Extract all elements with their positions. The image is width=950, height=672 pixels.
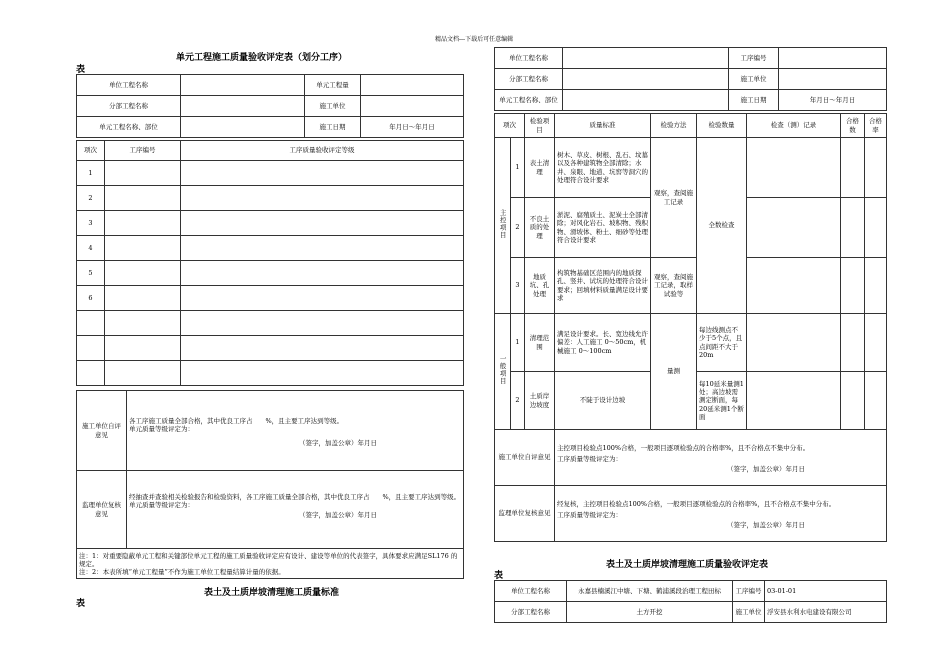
quality-standard: 树木、草皮、树根、乱石、坟墓以及各种建筑物全部清除；水井、泉眼、地道、坑窖等洞穴的处理符合设计要求 xyxy=(555,138,651,198)
cell xyxy=(181,361,464,386)
row-number: 1 xyxy=(511,314,525,372)
supervisor-label: 监理单位复核意见 xyxy=(495,486,555,542)
quality-standard: 不陡于设计边坡 xyxy=(555,372,651,430)
cell xyxy=(181,186,464,211)
left-process-table xyxy=(76,140,464,386)
item-name: 清理范围 xyxy=(525,314,555,372)
label: 单元工程量 xyxy=(305,75,361,96)
rate-cell xyxy=(865,198,887,258)
pass-cell xyxy=(841,198,865,258)
rate-cell xyxy=(865,138,887,198)
rate-cell xyxy=(865,258,887,314)
cell xyxy=(181,211,464,236)
row-number: 6 xyxy=(77,286,105,311)
row-number: 3 xyxy=(511,258,525,314)
value-cell xyxy=(563,48,729,69)
col-header: 合格率 xyxy=(865,114,887,138)
right-bottom-table xyxy=(494,580,887,623)
self-eval-text2: 工序质量等级评定为： xyxy=(557,455,622,464)
item-name: 不良土质的处理 xyxy=(525,198,555,258)
pass-cell xyxy=(841,314,865,372)
check-method: 观察，查阅施工记录 xyxy=(651,138,697,258)
cell xyxy=(181,161,464,186)
row-number xyxy=(77,336,105,361)
label: 施工日期 xyxy=(729,90,779,111)
label: 单位工程名称 xyxy=(77,75,181,96)
label: 单元工程名称、部位 xyxy=(495,90,563,111)
supervisor-cell xyxy=(127,471,464,549)
row-number: 3 xyxy=(77,211,105,236)
right-header-table xyxy=(494,47,887,111)
label: 施工单位 xyxy=(729,69,779,90)
self-eval-cell xyxy=(555,430,887,486)
right-bottom-title: 表土及土质岸坡清理施工质量验收评定表 xyxy=(606,560,769,570)
label: 单元工程名称、部位 xyxy=(77,117,181,138)
cell xyxy=(105,261,181,286)
col-header: 项次 xyxy=(77,141,105,161)
record-cell xyxy=(747,138,841,198)
value-cell: 03-01-01 xyxy=(765,581,887,602)
cell xyxy=(105,311,181,336)
label: 分部工程名称 xyxy=(495,602,567,623)
col-header: 工序编号 xyxy=(105,141,181,161)
value-cell xyxy=(181,117,305,138)
cell xyxy=(181,261,464,286)
cell xyxy=(105,286,181,311)
row-number xyxy=(77,311,105,336)
cell xyxy=(105,336,181,361)
value-cell xyxy=(361,96,464,117)
general-items-label-cell xyxy=(495,314,511,430)
value-cell xyxy=(181,96,305,117)
row-number: 2 xyxy=(511,372,525,430)
value-cell xyxy=(779,69,887,90)
header-note: 精品文档---下载后可任意编辑 xyxy=(435,36,514,43)
cell xyxy=(181,336,464,361)
self-eval-text2: 单元质量等级评定为： xyxy=(129,425,194,434)
quality-standard: 淤泥、腐殖质土、泥炭土全部清除；对风化岩石、坡积物、残积物、滑坡体、粉土、细砂等处理符合设计要求 xyxy=(555,198,651,258)
item-name: 表土清理 xyxy=(525,138,555,198)
record-cell xyxy=(747,314,841,372)
col-header: 项次 xyxy=(495,114,525,138)
quality-standard: 满足设计要求。长、宽边线允许偏差：人工施工 0～50cm，机械施工 0～100cm xyxy=(555,314,651,372)
cell xyxy=(105,236,181,261)
row-number xyxy=(77,361,105,386)
cell xyxy=(181,286,464,311)
check-quantity: 每边线测点不少于5个点，且点间距不大于20m xyxy=(697,314,747,372)
value-cell: 年月日～年月日 xyxy=(361,117,464,138)
right-inspection-table xyxy=(494,113,887,542)
col-header: 合格数 xyxy=(841,114,865,138)
label: 分部工程名称 xyxy=(495,69,563,90)
self-eval-cell xyxy=(127,391,464,471)
row-number: 4 xyxy=(77,236,105,261)
col-header: 检查（测）记录 xyxy=(747,114,841,138)
note-2: 注：2：本表所填“单元工程量”不作为施工单位工程量结算计量的依据。 xyxy=(79,568,285,577)
label: 单位工程名称 xyxy=(495,48,563,69)
col-header: 检验数量 xyxy=(697,114,747,138)
left-bottom-title: 表土及土质岸坡清理施工质量标准 xyxy=(204,588,340,598)
self-eval-sign: （签字，加盖公章）年月日 xyxy=(727,465,805,474)
main-items-label-cell xyxy=(495,138,511,314)
row-number: 1 xyxy=(77,161,105,186)
cell xyxy=(105,361,181,386)
label: 施工单位 xyxy=(305,96,361,117)
self-eval-sign: （签字，加盖公章）年月日 xyxy=(299,439,377,448)
label: 单位工程名称 xyxy=(495,581,567,602)
self-eval-label: 施工单位自评意见 xyxy=(77,391,127,471)
value-cell xyxy=(361,75,464,96)
value-cell: 土方开挖 xyxy=(567,602,733,623)
supervisor-cell xyxy=(555,486,887,542)
label: 分部工程名称 xyxy=(77,96,181,117)
item-name: 土质岸边坡度 xyxy=(525,372,555,430)
row-number: 1 xyxy=(511,138,525,198)
value-cell xyxy=(181,75,305,96)
check-quantity: 每10延米量测1处；高边坡需测定断面，每20延米测1个断面 xyxy=(697,372,747,430)
row-number: 5 xyxy=(77,261,105,286)
record-cell xyxy=(747,372,841,430)
col-header: 质量标准 xyxy=(555,114,651,138)
check-method: 量测 xyxy=(651,314,697,430)
record-cell xyxy=(747,198,841,258)
supervisor-sign: （签字，加盖公章）年月日 xyxy=(727,521,805,530)
value-cell: 年月日～年月日 xyxy=(779,90,887,111)
left-biao: 表 xyxy=(76,65,86,75)
general-items-label: 一般项目 xyxy=(498,355,507,386)
item-name: 地质坑、孔处理 xyxy=(525,258,555,314)
value-cell xyxy=(563,69,729,90)
pass-cell xyxy=(841,258,865,314)
note-1: 注：1：对重要隐蔽单元工程和关键部位单元工程的施工质量验收评定应有设计、建设等单位的代表签字，具体要求应满足SL176 的规定。 xyxy=(79,552,458,569)
cell xyxy=(105,186,181,211)
col-header: 检验方法 xyxy=(651,114,697,138)
row-number: 2 xyxy=(77,186,105,211)
supervisor-text: 经复核，主控项目检验点100%合格，一般项目逐项检验点的合格率%，且不合格点不集中分布。 xyxy=(557,500,836,508)
right-bottom-biao: 表 xyxy=(494,571,504,581)
check-method: 观察，查阅施工记录，取样试验等 xyxy=(651,258,697,314)
left-header-table xyxy=(76,74,464,138)
supervisor-sign: （签字，加盖公章）年月日 xyxy=(299,511,377,520)
main-items-label: 主控项目 xyxy=(498,209,507,240)
row-number: 2 xyxy=(511,198,525,258)
value-cell: 浮安县水利水电建设有限公司 xyxy=(765,602,887,623)
supervisor-label: 监理单位复核意见 xyxy=(77,471,127,549)
pass-cell xyxy=(841,372,865,430)
self-eval-text: 主控项目检验点100%合格，一般项目逐项检验点的合格率%，且不合格点不集中分布。 xyxy=(557,444,810,452)
value-cell: 永嘉县楠溪江中塘、下塘、鹤浦溪段治理工程田标 xyxy=(567,581,733,602)
col-header: 检验项目 xyxy=(525,114,555,138)
cell xyxy=(105,161,181,186)
notes-cell xyxy=(77,549,464,579)
label: 工序编号 xyxy=(733,581,765,602)
left-opinion-table xyxy=(76,390,464,579)
self-eval-text: 各工序施工质量全部合格，其中优良工序占 %，且主要工序达到等级。 xyxy=(129,417,344,425)
quality-standard: 构筑物基础区范围内的地质探孔、竖井、试坑的处理符合设计要求；回填材料质量满足设计要求 xyxy=(555,258,651,314)
supervisor-text2: 工序质量等级评定为： xyxy=(557,511,622,520)
self-eval-label: 施工单位自评意见 xyxy=(495,430,555,486)
left-title: 单元工程施工质量验收评定表（划分工序） xyxy=(176,53,348,63)
cell xyxy=(181,236,464,261)
rate-cell xyxy=(865,372,887,430)
supervisor-text2: 单元质量等级评定为： xyxy=(129,501,194,510)
left-bottom-biao: 表 xyxy=(76,599,86,609)
label: 施工日期 xyxy=(305,117,361,138)
cell xyxy=(181,311,464,336)
col-header: 工序质量验收评定等级 xyxy=(181,141,464,161)
value-cell xyxy=(779,48,887,69)
label: 工序编号 xyxy=(729,48,779,69)
record-cell xyxy=(747,258,841,314)
supervisor-text: 经抽查并查验相关检验报告和检验资料，各工序施工质量全部合格，其中优良工序占 %，且主要工序达到等级。 xyxy=(129,493,461,501)
pass-cell xyxy=(841,138,865,198)
cell xyxy=(105,211,181,236)
check-quantity: 全数检查 xyxy=(697,138,747,314)
rate-cell xyxy=(865,314,887,372)
label: 施工单位 xyxy=(733,602,765,623)
value-cell xyxy=(563,90,729,111)
